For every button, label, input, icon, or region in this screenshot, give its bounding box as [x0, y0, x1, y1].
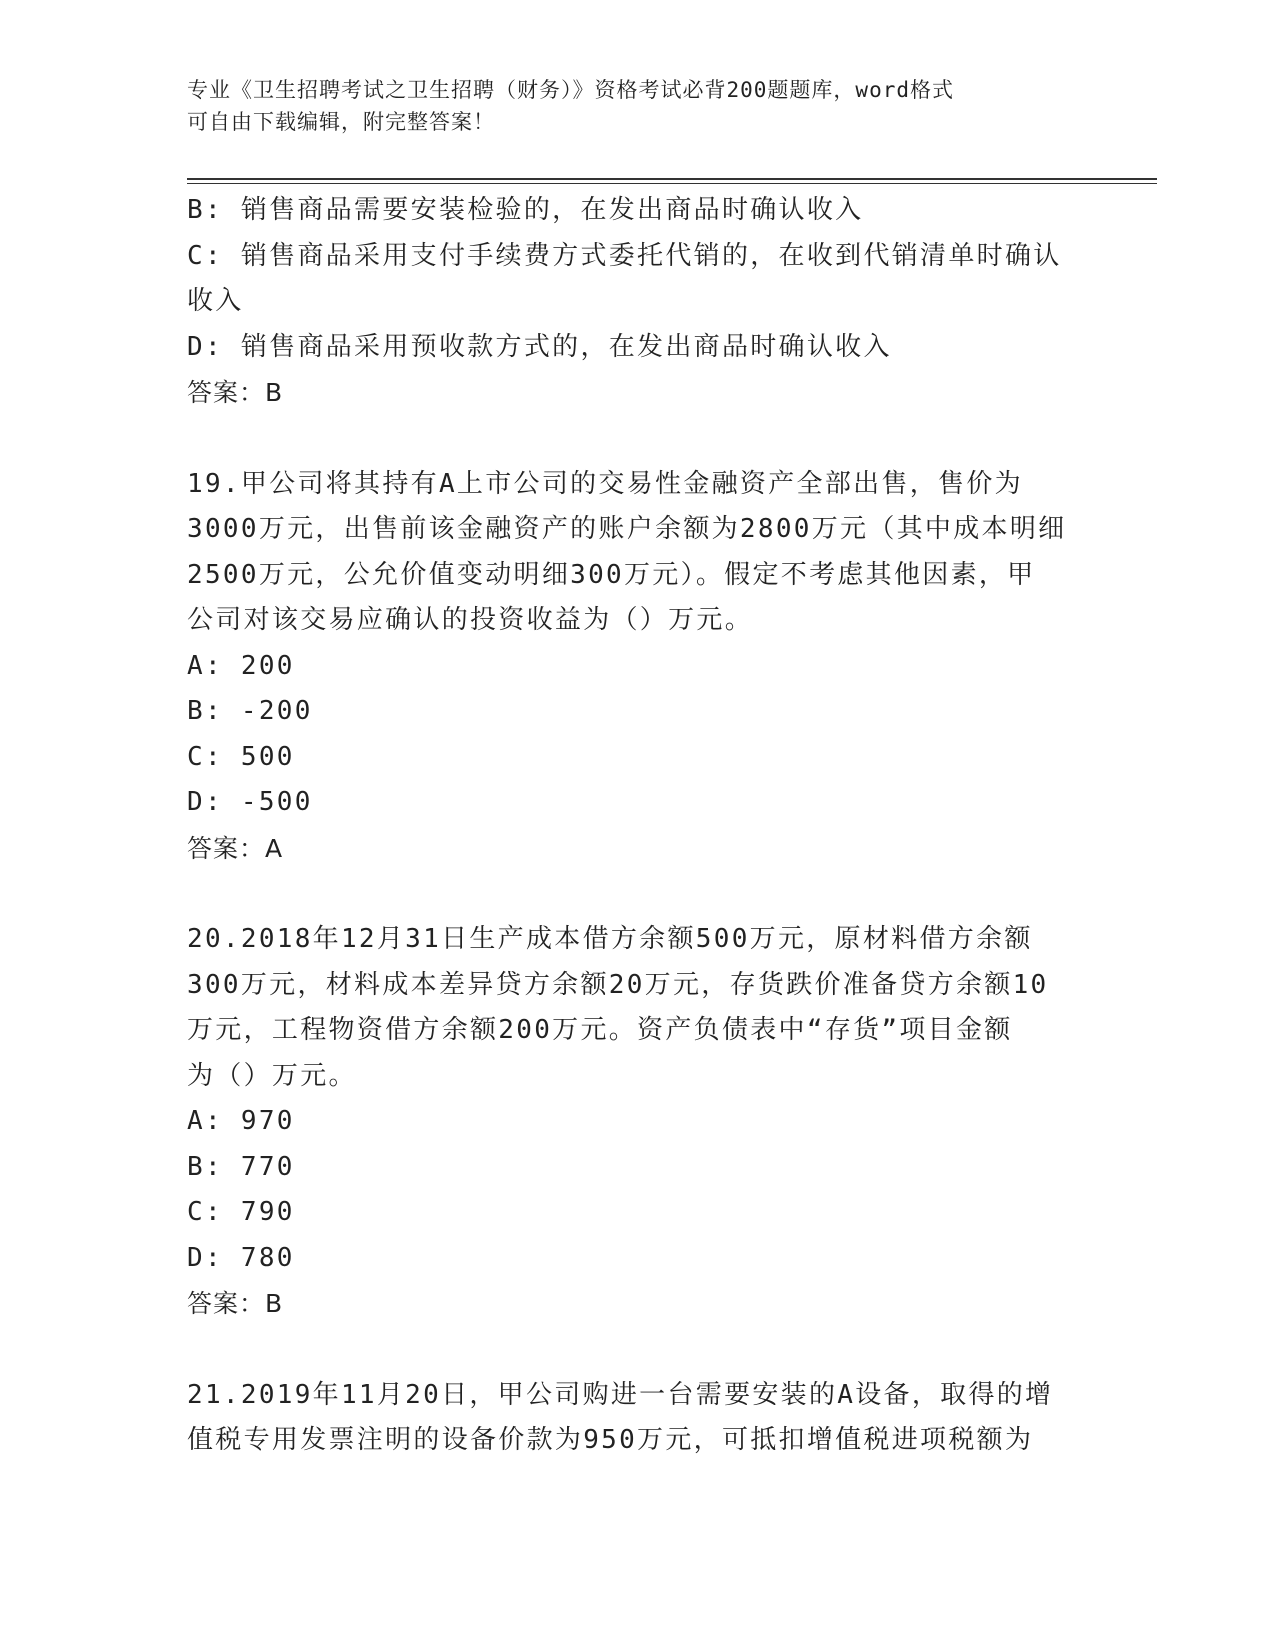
question-18-tail	[187, 188, 1087, 416]
question-21	[187, 1373, 1087, 1464]
spacer	[187, 1327, 1087, 1373]
header-divider-thick	[187, 178, 1157, 180]
q19-stem-line-4: 公司对该交易应确认的投资收益为（）万元。	[187, 605, 754, 635]
q19-option-a: A: 200	[187, 650, 295, 681]
q18-option-b: B: 销售商品需要安装检验的，在发出商品时确认收入	[187, 195, 864, 225]
question-20	[187, 917, 1087, 1327]
q20-answer: 答案：B	[187, 1289, 284, 1318]
q19-option-b: B: -200	[187, 696, 313, 726]
q18-option-c-line-2: 收入	[187, 286, 244, 316]
q20-stem-line-2: 300万元，材料成本差异贷方余额20万元，存货跌价准备贷方余额10	[187, 969, 1049, 1000]
question-content	[187, 188, 1087, 1464]
q18-answer: 答案：B	[187, 378, 284, 407]
q20-option-b: B: 770	[187, 1151, 295, 1182]
q19-option-d: D: -500	[187, 787, 313, 817]
q19-stem-line-3: 2500万元，公允价值变动明细300万元）。假定不考虑其他因素，甲	[187, 559, 1036, 590]
q19-stem-line-1: 19.甲公司将其持有A上市公司的交易性金融资产全部出售，售价为	[187, 468, 1023, 499]
header-title-line-1: 专业《卫生招聘考试之卫生招聘（财务）》资格考试必背200题题库，word格式	[187, 78, 954, 102]
q18-option-d: D: 销售商品采用预收款方式的，在发出商品时确认收入	[187, 331, 892, 362]
q21-stem-line-2: 值税专用发票注明的设备价款为950万元，可抵扣增值税进项税额为	[187, 1425, 1034, 1455]
q20-stem-line-3: 万元，工程物资借方余额200万元。资产负债表中“存货”项目金额	[187, 1015, 1013, 1045]
q18-option-c-line-1: C: 销售商品采用支付手续费方式委托代销的，在收到代销清单时确认	[187, 240, 1062, 271]
q19-option-c: C: 500	[187, 741, 295, 772]
header-title-line-2: 可自由下载编辑，附完整答案！	[187, 110, 495, 134]
q20-option-a: A: 970	[187, 1106, 295, 1136]
q20-option-d: D: 780	[187, 1242, 295, 1273]
q20-option-c: C: 790	[187, 1197, 295, 1227]
q19-stem-line-2: 3000万元，出售前该金融资产的账户余额为2800万元（其中成本明细	[187, 514, 1067, 544]
header-divider-thin	[187, 183, 1157, 184]
q20-stem-line-4: 为（）万元。	[187, 1060, 357, 1091]
q21-stem-line-1: 21.2019年11月20日，甲公司购进一台需要安装的A设备，取得的增	[187, 1379, 1054, 1410]
spacer	[187, 416, 1087, 462]
question-19	[187, 462, 1087, 872]
document-header	[187, 74, 1087, 138]
q19-answer: 答案：A	[187, 833, 284, 863]
q20-stem-line-1: 20.2018年12月31日生产成本借方余额500万元，原材料借方余额	[187, 924, 1033, 954]
spacer	[187, 871, 1087, 917]
